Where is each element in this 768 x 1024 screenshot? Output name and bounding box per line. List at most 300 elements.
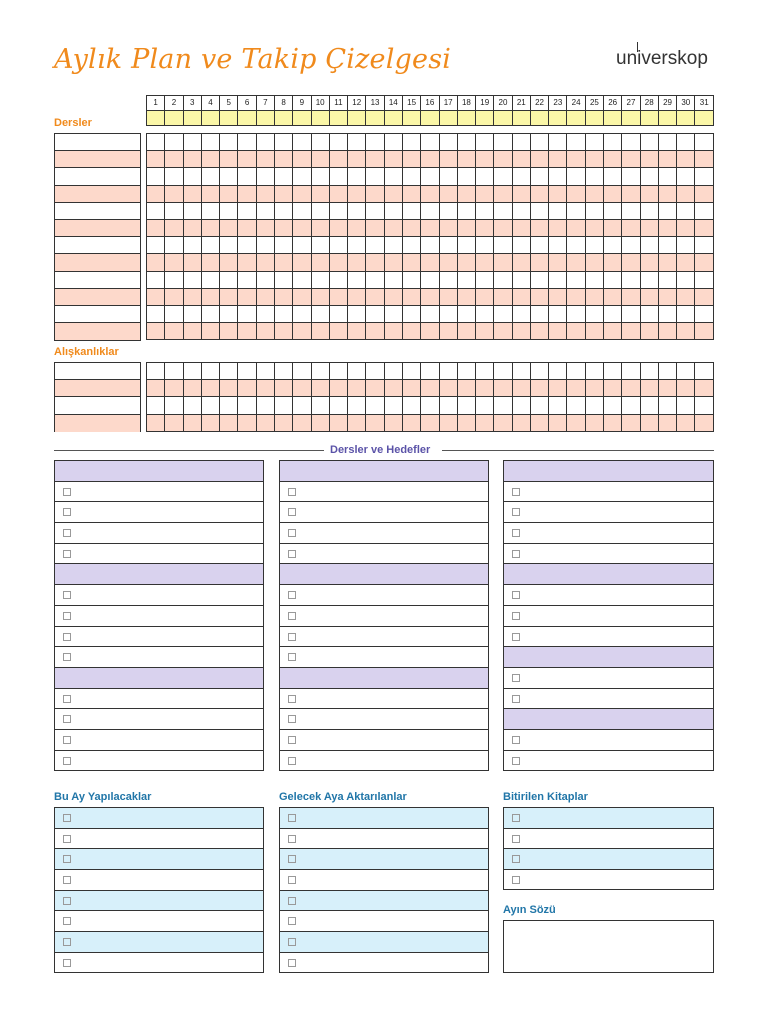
checkbox[interactable] [512, 612, 520, 620]
checkbox[interactable] [288, 633, 296, 641]
checklist-row[interactable] [280, 544, 488, 565]
tracker-cell[interactable] [421, 305, 439, 322]
tracker-cell[interactable] [220, 237, 238, 254]
tracker-cell[interactable] [567, 271, 585, 288]
goal-header-field[interactable] [504, 647, 713, 668]
checklist-row[interactable] [280, 523, 488, 544]
day-check-cell[interactable] [457, 111, 475, 126]
tracker-cell[interactable] [476, 202, 494, 219]
checklist-row[interactable] [55, 709, 263, 730]
tracker-cell[interactable] [402, 380, 420, 397]
tracker-cell[interactable] [421, 254, 439, 271]
tracker-cell[interactable] [366, 237, 384, 254]
tracker-cell[interactable] [476, 323, 494, 340]
tracker-cell[interactable] [147, 323, 165, 340]
tracker-cell[interactable] [530, 202, 548, 219]
goal-header-field[interactable] [55, 564, 263, 585]
tracker-cell[interactable] [695, 363, 714, 380]
tracker-cell[interactable] [677, 202, 695, 219]
tracker-cell[interactable] [384, 414, 402, 431]
tracker-cell[interactable] [585, 237, 603, 254]
row-name-field[interactable] [55, 380, 140, 397]
tracker-cell[interactable] [165, 254, 183, 271]
tracker-cell[interactable] [677, 134, 695, 151]
row-name-field[interactable] [55, 363, 140, 380]
tracker-cell[interactable] [256, 305, 274, 322]
tracker-cell[interactable] [384, 271, 402, 288]
tracker-cell[interactable] [183, 254, 201, 271]
checkbox[interactable] [63, 653, 71, 661]
tracker-cell[interactable] [366, 363, 384, 380]
tracker-cell[interactable] [457, 380, 475, 397]
tracker-cell[interactable] [494, 254, 512, 271]
tracker-cell[interactable] [238, 185, 256, 202]
tracker-cell[interactable] [549, 305, 567, 322]
day-check-cell[interactable] [640, 111, 658, 126]
day-check-cell[interactable] [238, 111, 256, 126]
tracker-cell[interactable] [622, 185, 640, 202]
tracker-cell[interactable] [274, 254, 292, 271]
day-check-cell[interactable] [147, 111, 165, 126]
tracker-cell[interactable] [256, 397, 274, 414]
tracker-cell[interactable] [293, 323, 311, 340]
tracker-cell[interactable] [585, 151, 603, 168]
tracker-cell[interactable] [165, 323, 183, 340]
tracker-cell[interactable] [256, 254, 274, 271]
tracker-cell[interactable] [457, 323, 475, 340]
tracker-cell[interactable] [530, 151, 548, 168]
tracker-cell[interactable] [274, 363, 292, 380]
checklist-row[interactable] [504, 585, 713, 606]
tracker-cell[interactable] [329, 134, 347, 151]
tracker-cell[interactable] [238, 380, 256, 397]
tracker-cell[interactable] [165, 363, 183, 380]
tracker-cell[interactable] [604, 168, 622, 185]
tracker-cell[interactable] [201, 414, 219, 431]
checklist-row[interactable] [504, 544, 713, 565]
tracker-cell[interactable] [384, 151, 402, 168]
tracker-cell[interactable] [549, 202, 567, 219]
tracker-cell[interactable] [622, 237, 640, 254]
tracker-cell[interactable] [585, 168, 603, 185]
row-name-field[interactable] [55, 151, 140, 168]
tracker-cell[interactable] [622, 134, 640, 151]
checklist-row[interactable] [280, 953, 488, 974]
tracker-cell[interactable] [695, 219, 714, 236]
day-check-cell[interactable] [658, 111, 676, 126]
checklist-row[interactable] [280, 870, 488, 891]
tracker-cell[interactable] [658, 305, 676, 322]
tracker-cell[interactable] [512, 380, 530, 397]
tracker-cell[interactable] [348, 305, 366, 322]
tracker-cell[interactable] [695, 202, 714, 219]
checkbox[interactable] [288, 529, 296, 537]
tracker-cell[interactable] [585, 414, 603, 431]
tracker-cell[interactable] [329, 237, 347, 254]
tracker-cell[interactable] [183, 219, 201, 236]
tracker-cell[interactable] [311, 185, 329, 202]
tracker-cell[interactable] [622, 151, 640, 168]
tracker-cell[interactable] [366, 380, 384, 397]
tracker-cell[interactable] [366, 134, 384, 151]
tracker-cell[interactable] [165, 288, 183, 305]
tracker-cell[interactable] [658, 185, 676, 202]
row-name-field[interactable] [55, 220, 140, 237]
goal-header-field[interactable] [280, 564, 488, 585]
tracker-cell[interactable] [311, 219, 329, 236]
checklist-row[interactable] [504, 829, 713, 850]
tracker-cell[interactable] [256, 363, 274, 380]
tracker-cell[interactable] [640, 151, 658, 168]
checkbox[interactable] [63, 897, 71, 905]
checklist-row[interactable] [280, 751, 488, 772]
tracker-cell[interactable] [366, 288, 384, 305]
tracker-cell[interactable] [238, 363, 256, 380]
tracker-cell[interactable] [421, 202, 439, 219]
checkbox[interactable] [512, 508, 520, 516]
tracker-cell[interactable] [494, 185, 512, 202]
checkbox[interactable] [63, 938, 71, 946]
row-name-field[interactable] [55, 203, 140, 220]
tracker-cell[interactable] [183, 305, 201, 322]
tracker-cell[interactable] [457, 397, 475, 414]
tracker-cell[interactable] [439, 414, 457, 431]
goal-header-field[interactable] [280, 461, 488, 482]
tracker-cell[interactable] [311, 288, 329, 305]
tracker-cell[interactable] [695, 323, 714, 340]
tracker-cell[interactable] [695, 380, 714, 397]
tracker-cell[interactable] [366, 323, 384, 340]
checkbox[interactable] [63, 529, 71, 537]
tracker-cell[interactable] [384, 185, 402, 202]
tracker-cell[interactable] [366, 397, 384, 414]
tracker-cell[interactable] [530, 380, 548, 397]
tracker-cell[interactable] [549, 237, 567, 254]
tracker-cell[interactable] [402, 185, 420, 202]
row-name-field[interactable] [55, 397, 140, 414]
tracker-cell[interactable] [165, 397, 183, 414]
tracker-cell[interactable] [238, 397, 256, 414]
tracker-cell[interactable] [384, 134, 402, 151]
tracker-cell[interactable] [530, 305, 548, 322]
tracker-cell[interactable] [622, 380, 640, 397]
tracker-cell[interactable] [293, 288, 311, 305]
tracker-cell[interactable] [549, 254, 567, 271]
goal-header-field[interactable] [55, 461, 263, 482]
tracker-cell[interactable] [677, 168, 695, 185]
tracker-cell[interactable] [567, 185, 585, 202]
day-check-cell[interactable] [604, 111, 622, 126]
tracker-cell[interactable] [366, 168, 384, 185]
checkbox[interactable] [288, 835, 296, 843]
checklist-row[interactable] [504, 668, 713, 689]
tracker-cell[interactable] [201, 254, 219, 271]
checklist-row[interactable] [504, 689, 713, 710]
checkbox[interactable] [63, 633, 71, 641]
tracker-cell[interactable] [329, 414, 347, 431]
tracker-cell[interactable] [549, 380, 567, 397]
tracker-cell[interactable] [274, 397, 292, 414]
day-check-cell[interactable] [220, 111, 238, 126]
tracker-cell[interactable] [567, 323, 585, 340]
tracker-cell[interactable] [402, 288, 420, 305]
tracker-cell[interactable] [604, 323, 622, 340]
tracker-cell[interactable] [366, 202, 384, 219]
checklist-row[interactable] [280, 849, 488, 870]
tracker-cell[interactable] [622, 254, 640, 271]
tracker-cell[interactable] [220, 185, 238, 202]
checklist-row[interactable] [55, 585, 263, 606]
tracker-cell[interactable] [238, 168, 256, 185]
tracker-cell[interactable] [695, 288, 714, 305]
tracker-cell[interactable] [348, 323, 366, 340]
tracker-cell[interactable] [567, 151, 585, 168]
checkbox[interactable] [63, 488, 71, 496]
checkbox[interactable] [512, 757, 520, 765]
tracker-cell[interactable] [476, 168, 494, 185]
tracker-cell[interactable] [567, 237, 585, 254]
tracker-cell[interactable] [256, 271, 274, 288]
tracker-cell[interactable] [183, 185, 201, 202]
checklist-row[interactable] [504, 870, 713, 891]
tracker-cell[interactable] [402, 219, 420, 236]
tracker-cell[interactable] [293, 271, 311, 288]
tracker-cell[interactable] [183, 271, 201, 288]
tracker-cell[interactable] [512, 363, 530, 380]
tracker-cell[interactable] [439, 237, 457, 254]
checkbox[interactable] [63, 917, 71, 925]
tracker-cell[interactable] [640, 254, 658, 271]
checkbox[interactable] [512, 488, 520, 496]
checklist-row[interactable] [280, 730, 488, 751]
tracker-cell[interactable] [238, 323, 256, 340]
tracker-cell[interactable] [494, 202, 512, 219]
checkbox[interactable] [288, 508, 296, 516]
tracker-cell[interactable] [147, 271, 165, 288]
day-check-cell[interactable] [384, 111, 402, 126]
tracker-cell[interactable] [457, 271, 475, 288]
day-check-cell[interactable] [402, 111, 420, 126]
tracker-cell[interactable] [220, 202, 238, 219]
tracker-cell[interactable] [311, 237, 329, 254]
day-check-cell[interactable] [494, 111, 512, 126]
tracker-cell[interactable] [348, 380, 366, 397]
tracker-cell[interactable] [274, 134, 292, 151]
tracker-cell[interactable] [147, 288, 165, 305]
tracker-cell[interactable] [622, 323, 640, 340]
tracker-cell[interactable] [604, 363, 622, 380]
tracker-cell[interactable] [293, 151, 311, 168]
checklist-row[interactable] [280, 606, 488, 627]
checkbox[interactable] [63, 855, 71, 863]
goal-header-field[interactable] [280, 668, 488, 689]
tracker-cell[interactable] [220, 414, 238, 431]
tracker-cell[interactable] [457, 168, 475, 185]
tracker-cell[interactable] [677, 363, 695, 380]
tracker-cell[interactable] [585, 305, 603, 322]
tracker-cell[interactable] [147, 305, 165, 322]
tracker-cell[interactable] [421, 380, 439, 397]
tracker-cell[interactable] [476, 288, 494, 305]
tracker-cell[interactable] [201, 237, 219, 254]
checkbox[interactable] [512, 674, 520, 682]
tracker-cell[interactable] [201, 288, 219, 305]
checklist-row[interactable] [280, 911, 488, 932]
tracker-cell[interactable] [293, 414, 311, 431]
tracker-cell[interactable] [220, 288, 238, 305]
tracker-cell[interactable] [512, 397, 530, 414]
tracker-cell[interactable] [494, 288, 512, 305]
tracker-cell[interactable] [476, 305, 494, 322]
tracker-cell[interactable] [220, 323, 238, 340]
tracker-cell[interactable] [165, 151, 183, 168]
tracker-cell[interactable] [293, 237, 311, 254]
day-check-cell[interactable] [622, 111, 640, 126]
row-name-field[interactable] [55, 306, 140, 323]
checklist-row[interactable] [55, 544, 263, 565]
tracker-cell[interactable] [421, 363, 439, 380]
tracker-cell[interactable] [512, 185, 530, 202]
tracker-cell[interactable] [311, 254, 329, 271]
tracker-cell[interactable] [677, 151, 695, 168]
tracker-cell[interactable] [183, 151, 201, 168]
tracker-cell[interactable] [457, 254, 475, 271]
tracker-cell[interactable] [439, 168, 457, 185]
checkbox[interactable] [512, 591, 520, 599]
tracker-cell[interactable] [421, 168, 439, 185]
tracker-cell[interactable] [183, 237, 201, 254]
tracker-cell[interactable] [585, 202, 603, 219]
tracker-cell[interactable] [348, 363, 366, 380]
tracker-cell[interactable] [658, 397, 676, 414]
tracker-cell[interactable] [384, 168, 402, 185]
tracker-cell[interactable] [311, 323, 329, 340]
tracker-cell[interactable] [274, 414, 292, 431]
tracker-cell[interactable] [165, 414, 183, 431]
tracker-cell[interactable] [421, 219, 439, 236]
tracker-cell[interactable] [530, 168, 548, 185]
tracker-cell[interactable] [220, 363, 238, 380]
tracker-cell[interactable] [494, 237, 512, 254]
tracker-cell[interactable] [530, 397, 548, 414]
tracker-cell[interactable] [658, 414, 676, 431]
tracker-cell[interactable] [274, 380, 292, 397]
tracker-cell[interactable] [677, 380, 695, 397]
tracker-cell[interactable] [348, 288, 366, 305]
tracker-cell[interactable] [640, 202, 658, 219]
checkbox[interactable] [288, 612, 296, 620]
tracker-cell[interactable] [220, 380, 238, 397]
tracker-cell[interactable] [585, 363, 603, 380]
tracker-cell[interactable] [293, 397, 311, 414]
tracker-cell[interactable] [256, 168, 274, 185]
checklist-row[interactable] [504, 730, 713, 751]
tracker-cell[interactable] [512, 237, 530, 254]
tracker-cell[interactable] [220, 271, 238, 288]
tracker-cell[interactable] [677, 414, 695, 431]
tracker-cell[interactable] [311, 151, 329, 168]
checkbox[interactable] [512, 529, 520, 537]
tracker-cell[interactable] [201, 363, 219, 380]
tracker-cell[interactable] [165, 185, 183, 202]
checkbox[interactable] [63, 612, 71, 620]
tracker-cell[interactable] [549, 414, 567, 431]
tracker-cell[interactable] [402, 271, 420, 288]
tracker-cell[interactable] [494, 397, 512, 414]
tracker-cell[interactable] [274, 168, 292, 185]
checkbox[interactable] [288, 959, 296, 967]
tracker-cell[interactable] [201, 185, 219, 202]
checklist-row[interactable] [55, 808, 263, 829]
checkbox[interactable] [288, 715, 296, 723]
checkbox[interactable] [512, 835, 520, 843]
tracker-cell[interactable] [640, 305, 658, 322]
tracker-cell[interactable] [147, 134, 165, 151]
tracker-cell[interactable] [494, 363, 512, 380]
checkbox[interactable] [288, 938, 296, 946]
checkbox[interactable] [288, 550, 296, 558]
tracker-cell[interactable] [677, 323, 695, 340]
tracker-cell[interactable] [439, 185, 457, 202]
tracker-cell[interactable] [604, 271, 622, 288]
tracker-cell[interactable] [585, 397, 603, 414]
tracker-cell[interactable] [238, 254, 256, 271]
tracker-cell[interactable] [658, 151, 676, 168]
tracker-cell[interactable] [256, 237, 274, 254]
tracker-cell[interactable] [494, 323, 512, 340]
goal-header-field[interactable] [504, 461, 713, 482]
tracker-cell[interactable] [293, 363, 311, 380]
tracker-cell[interactable] [476, 397, 494, 414]
tracker-cell[interactable] [238, 288, 256, 305]
checklist-row[interactable] [504, 627, 713, 648]
tracker-cell[interactable] [348, 202, 366, 219]
checklist-row[interactable] [280, 932, 488, 953]
checklist-row[interactable] [55, 502, 263, 523]
tracker-cell[interactable] [348, 185, 366, 202]
tracker-cell[interactable] [348, 151, 366, 168]
day-check-cell[interactable] [476, 111, 494, 126]
tracker-cell[interactable] [402, 134, 420, 151]
tracker-cell[interactable] [585, 254, 603, 271]
tracker-cell[interactable] [530, 271, 548, 288]
tracker-cell[interactable] [640, 380, 658, 397]
tracker-cell[interactable] [165, 168, 183, 185]
tracker-cell[interactable] [567, 134, 585, 151]
row-name-field[interactable] [55, 186, 140, 203]
tracker-cell[interactable] [421, 271, 439, 288]
tracker-cell[interactable] [695, 168, 714, 185]
tracker-cell[interactable] [494, 305, 512, 322]
tracker-cell[interactable] [329, 219, 347, 236]
checkbox[interactable] [288, 736, 296, 744]
tracker-cell[interactable] [421, 134, 439, 151]
tracker-cell[interactable] [695, 134, 714, 151]
tracker-cell[interactable] [494, 271, 512, 288]
tracker-cell[interactable] [384, 254, 402, 271]
tracker-cell[interactable] [512, 254, 530, 271]
tracker-cell[interactable] [402, 168, 420, 185]
tracker-cell[interactable] [494, 219, 512, 236]
tracker-cell[interactable] [274, 271, 292, 288]
tracker-cell[interactable] [549, 397, 567, 414]
tracker-cell[interactable] [494, 380, 512, 397]
tracker-cell[interactable] [457, 363, 475, 380]
tracker-cell[interactable] [530, 254, 548, 271]
tracker-cell[interactable] [512, 202, 530, 219]
day-check-cell[interactable] [585, 111, 603, 126]
tracker-cell[interactable] [439, 397, 457, 414]
